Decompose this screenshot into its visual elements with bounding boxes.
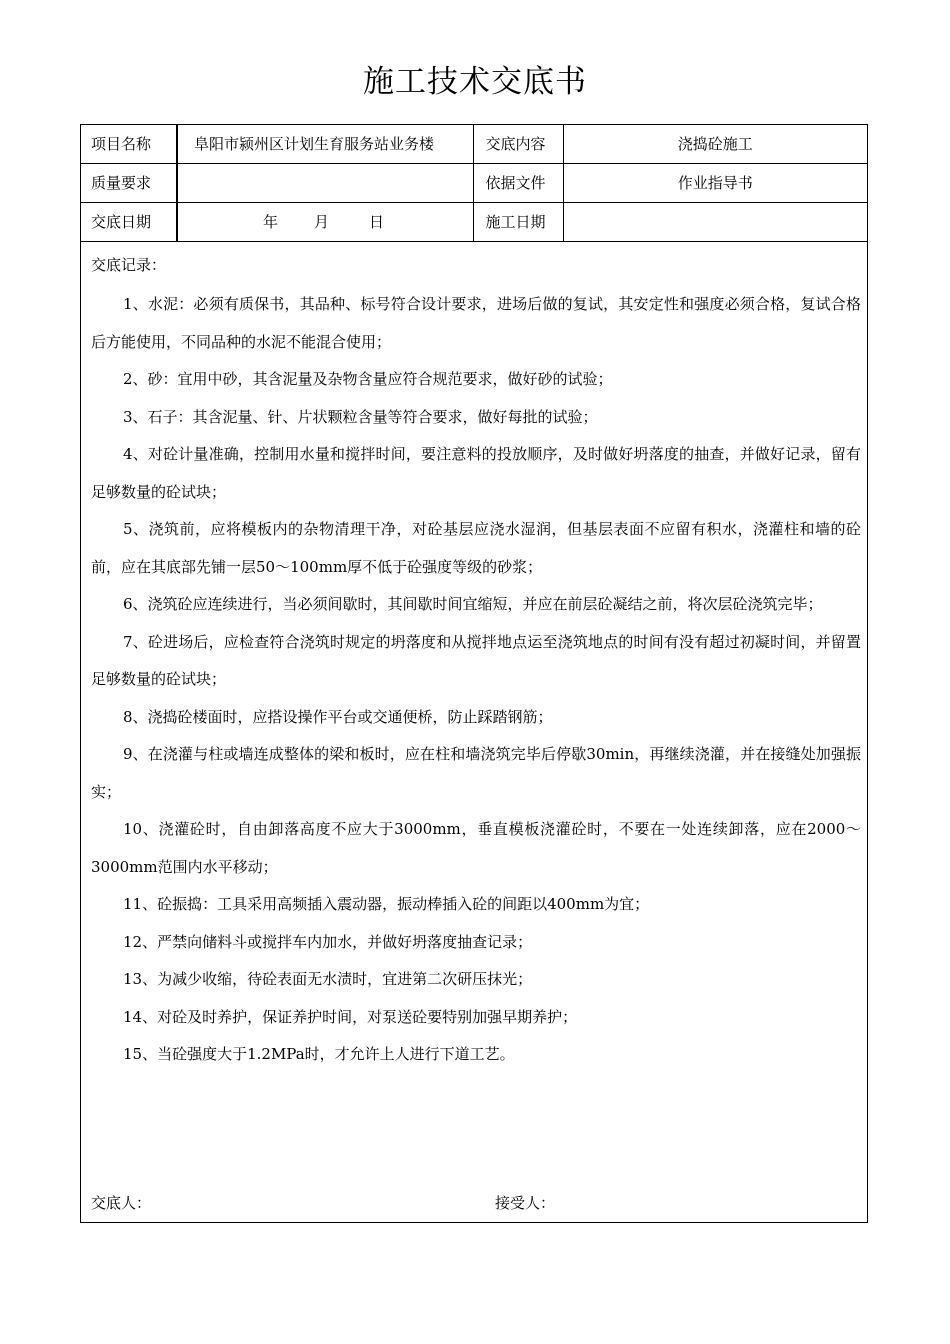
disclosure-content-value: 浇捣砼施工	[563, 125, 867, 164]
header-row-dates	[81, 203, 867, 242]
disclosure-record	[91, 255, 861, 1074]
date-year: 年	[263, 213, 279, 231]
quality-requirement-label: 质量要求	[81, 164, 177, 203]
basis-document-label: 依据文件	[473, 164, 563, 203]
record-item: 3、石子：其含泥量、针、片状颗粒含量等符合要求，做好每批的试验；	[123, 407, 598, 426]
discloser-signature-label: 交底人：	[91, 1194, 152, 1212]
record-item: 15、当砼强度大于1.2MPa时，才允许上人进行下道工艺。	[123, 1045, 515, 1063]
record-item: 9、在浇灌与柱或墙连成整体的梁和板时，应在柱和墙浇筑完毕后停歇30min，再继续浇灌，并在接缝处加强振实；	[91, 745, 861, 801]
basis-document-value: 作业指导书	[563, 164, 867, 203]
header-table	[81, 125, 867, 242]
document-title: 施工技术交底书	[363, 64, 587, 100]
project-name-value: 阜阳市颍州区计划生育服务站业务楼	[177, 125, 473, 164]
construction-date-value	[563, 203, 867, 242]
record-item: 8、浇捣砼楼面时，应搭设操作平台或交通便桥，防止踩踏钢筋；	[123, 707, 553, 726]
header-row-project	[81, 125, 867, 164]
receiver-signature-label: 接受人：	[495, 1194, 556, 1212]
header-row-quality	[81, 164, 867, 203]
record-item: 13、为减少收缩，待砼表面无水渍时，宜进第二次研压抹光；	[123, 970, 533, 988]
record-item: 6、浇筑砼应连续进行，当必须间歇时，其间歇时间宜缩短，并应在前层砼凝结之前，将次层砼浇筑完毕；	[123, 595, 823, 613]
disclosure-date-value	[177, 203, 473, 242]
record-item: 10、浇灌砼时，自由卸落高度不应大于3000mm，垂直模板浇灌砼时，不要在一处连续卸落，应在2000～3000mm范围内水平移动；	[91, 820, 861, 876]
date-day: 日	[369, 213, 385, 231]
disclosure-content-label: 交底内容	[473, 125, 563, 164]
disclosure-date-label: 交底日期	[81, 203, 177, 242]
record-item: 11、砼振捣：工具采用高频插入震动器，振动棒插入砼的间距以400mm为宜；	[123, 895, 650, 913]
construction-date-label: 施工日期	[473, 203, 563, 242]
record-item: 12、严禁向储料斗或搅拌车内加水，并做好坍落度抽查记录；	[123, 932, 533, 951]
record-item: 2、砂：宜用中砂，其含泥量及杂物含量应符合规范要求，做好砂的试验；	[123, 370, 613, 388]
record-item: 7、砼进场后，应检查符合浇筑时规定的坍落度和从搅拌地点运至浇筑地点的时间有没有超过初凝时间，并留置足够数量的砼试块；	[91, 632, 861, 688]
record-item: 14、对砼及时养护，保证养护时间，对泵送砼要特别加强早期养护；	[123, 1007, 578, 1026]
disclosure-form	[80, 124, 868, 1223]
quality-requirement-value	[177, 164, 473, 203]
record-item: 5、浇筑前，应将模板内的杂物清理干净，对砼基层应浇水湿润，但基层表面不应留有积水，浇灌柱和墙的砼前，应在其底部先铺一层50～100mm厚不低于砼强度等级的砂浆；	[91, 520, 861, 576]
date-month: 月	[314, 213, 330, 231]
record-item: 1、水泥：必须有质保书，其品种、标号符合设计要求，进场后做的复试，其安定性和强度必须合格，复试合格后方能使用，不同品种的水泥不能混合使用；	[91, 295, 861, 351]
record-label: 交底记录：	[91, 256, 167, 274]
record-item: 4、对砼计量准确，控制用水量和搅拌时间，要注意料的投放顺序，及时做好坍落度的抽查，并做好记录，留有足够数量的砼试块；	[91, 445, 861, 501]
project-name-label: 项目名称	[81, 125, 177, 164]
